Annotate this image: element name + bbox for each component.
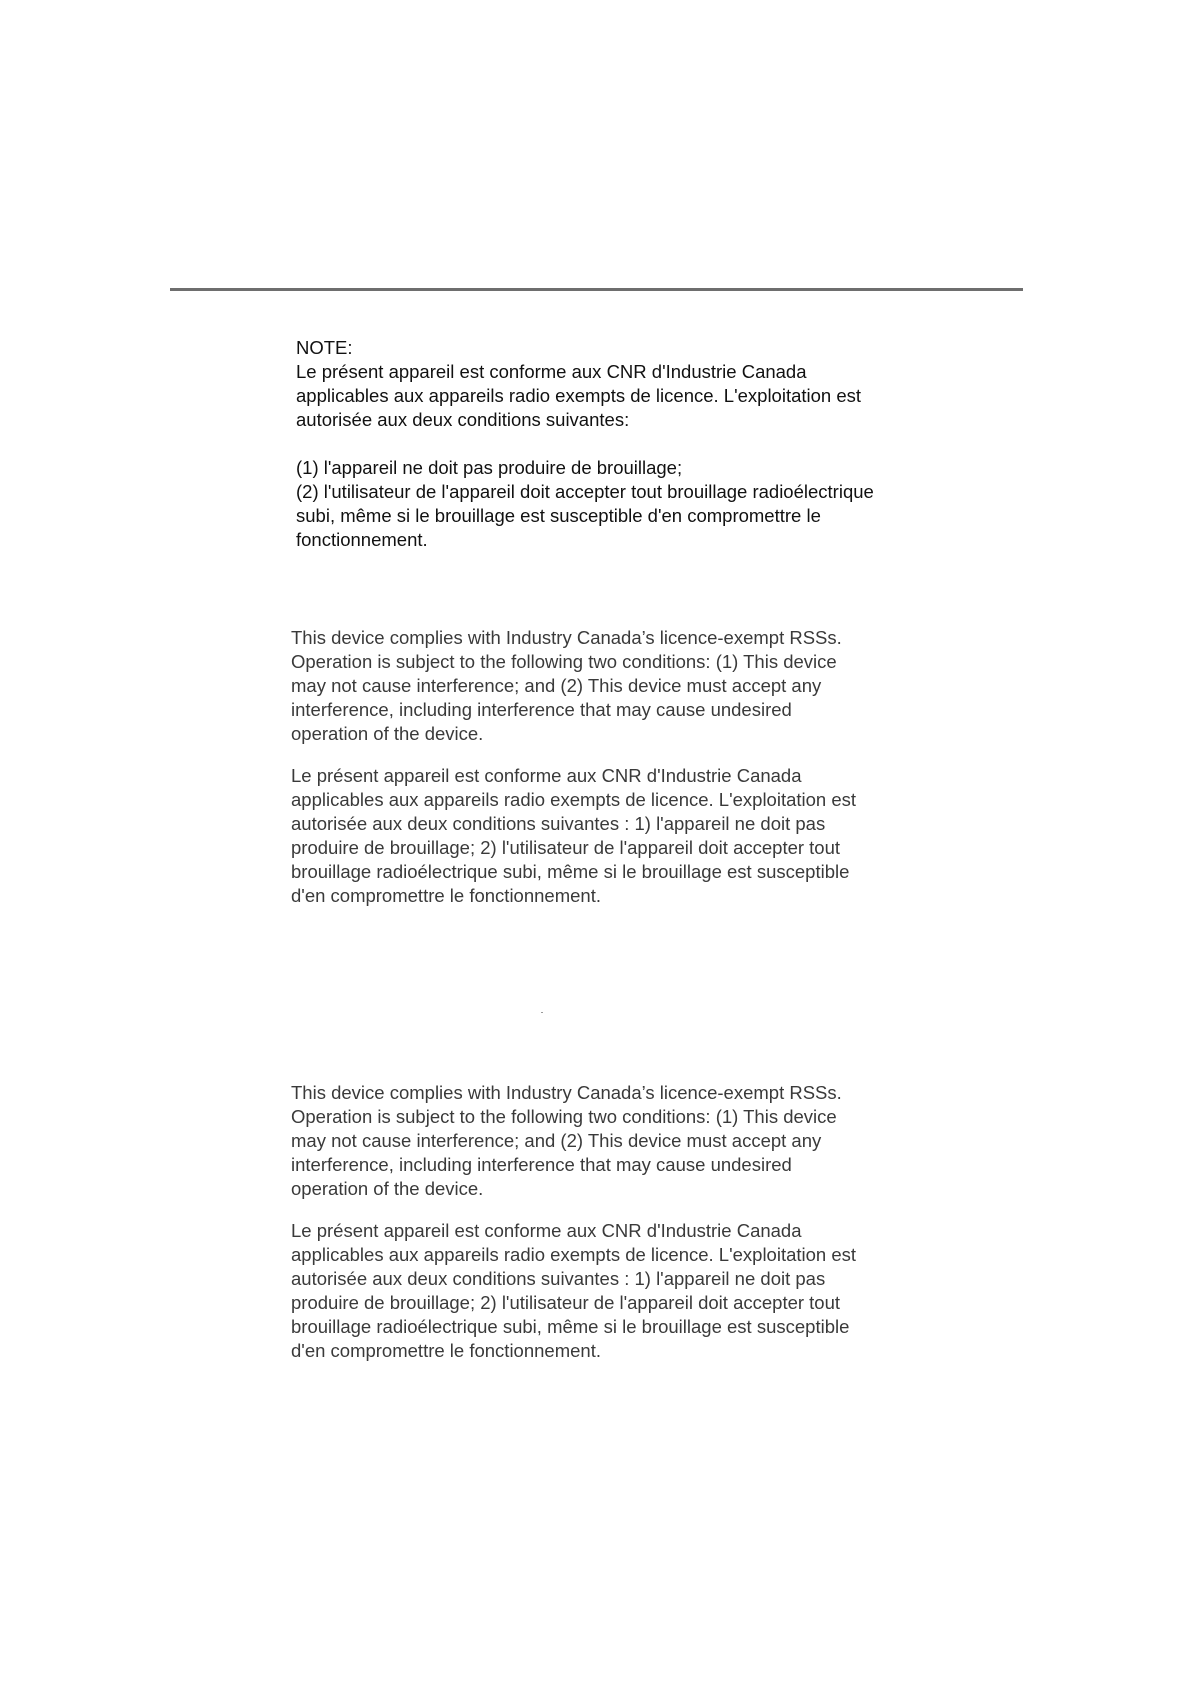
note-condition-2: (2) l'utilisateur de l'appareil doit accepter tout brouillage radioélectrique subi, même si le brouillage est susceptible d'en compromettre le fonctionnement. bbox=[296, 481, 874, 550]
compliance-french-1: Le présent appareil est conforme aux CNR d'Industrie Canada applicables aux appareils radio exempts de licence. L'exploitation est autorisée aux deux conditions suivantes : 1) l'appareil ne doit pas produire de brouillage; 2) l'utilisateur de l'appareil doit accepter tout brouillage radioélectrique subi, même si le brouillage est susceptible d'en compromettre le fonctionnement. bbox=[291, 765, 857, 906]
compliance-english-2: This device complies with Industry Canada’s licence-exempt RSSs. Operation is subject to the following two conditions: (1) This device may not cause interference; and (2) This device must accept any interference, including interference that may cause undesired operation of the device. bbox=[291, 1082, 842, 1199]
scan-speck bbox=[541, 1012, 543, 1013]
horizontal-rule bbox=[170, 288, 1023, 291]
note-heading: NOTE: bbox=[296, 337, 353, 358]
note-spacer bbox=[296, 432, 936, 456]
paragraph-gap bbox=[291, 746, 891, 764]
note-condition-1: (1) l'appareil ne doit pas produire de brouillage; bbox=[296, 457, 683, 478]
compliance-block-1 bbox=[291, 626, 891, 908]
compliance-french-2: Le présent appareil est conforme aux CNR d'Industrie Canada applicables aux appareils radio exempts de licence. L'exploitation est autorisée aux deux conditions suivantes : 1) l'appareil ne doit pas produire de brouillage; 2) l'utilisateur de l'appareil doit accepter tout brouillage radioélectrique subi, même si le brouillage est susceptible d'en compromettre le fonctionnement. bbox=[291, 1220, 857, 1361]
note-section bbox=[296, 336, 936, 552]
compliance-english-1: This device complies with Industry Canada’s licence-exempt RSSs. Operation is subject to the following two conditions: (1) This device may not cause interference; and (2) This device must accept any interference, including interference that may cause undesired operation of the device. bbox=[291, 627, 842, 744]
note-intro: Le présent appareil est conforme aux CNR d'Industrie Canada applicables aux appareils radio exempts de licence. L'exploitation est autorisée aux deux conditions suivantes: bbox=[296, 361, 862, 430]
compliance-block-2 bbox=[291, 1081, 891, 1363]
paragraph-gap bbox=[291, 1201, 891, 1219]
